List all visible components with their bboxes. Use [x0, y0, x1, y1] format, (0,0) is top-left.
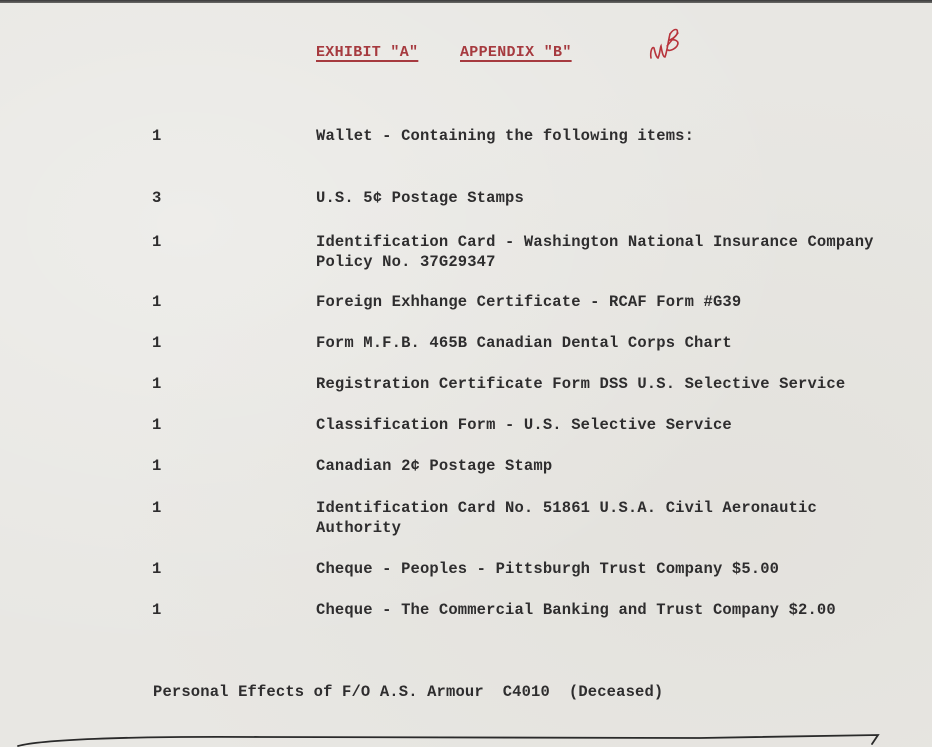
item-description: Form M.F.B. 465B Canadian Dental Corps Chart — [316, 334, 732, 352]
item-quantity: 1 — [152, 127, 162, 145]
scan-top-edge — [0, 0, 932, 3]
item-description: Identification Card No. 51861 U.S.A. Civil Aeronautic — [316, 499, 817, 517]
item-description: Cheque - Peoples - Pittsburgh Trust Company $5.00 — [316, 560, 780, 578]
handwritten-initials-icon — [648, 24, 684, 64]
item-description: Wallet - Containing the following items: — [316, 127, 695, 145]
item-quantity: 1 — [152, 375, 162, 393]
item-quantity: 1 — [152, 293, 162, 311]
exhibit-heading: EXHIBIT "A" — [316, 44, 419, 61]
item-description: Canadian 2¢ Postage Stamp — [316, 457, 553, 475]
item-quantity: 1 — [152, 416, 162, 434]
item-quantity: 1 — [152, 334, 162, 352]
item-quantity: 1 — [152, 499, 162, 517]
item-description: Identification Card - Washington National Insurance Company — [316, 233, 874, 251]
item-quantity: 1 — [152, 457, 162, 475]
item-quantity: 1 — [152, 601, 162, 619]
item-quantity: 1 — [152, 233, 162, 251]
item-description-line2: Authority — [316, 519, 402, 537]
item-description: U.S. 5¢ Postage Stamps — [316, 189, 524, 207]
item-description: Classification Form - U.S. Selective Service — [316, 416, 732, 434]
item-quantity: 3 — [152, 189, 162, 207]
personal-effects-caption: Personal Effects of F/O A.S. Armour C4010 (Deceased) — [153, 683, 664, 701]
item-description: Cheque - The Commercial Banking and Trust Company $2.00 — [316, 601, 836, 619]
item-description: Registration Certificate Form DSS U.S. Selective Service — [316, 375, 846, 393]
appendix-heading: APPENDIX "B" — [460, 44, 572, 61]
item-quantity: 1 — [152, 560, 162, 578]
item-description-line2: Policy No. 37G29347 — [316, 253, 496, 271]
item-description: Foreign Exhhange Certificate - RCAF Form #G39 — [316, 293, 742, 311]
hand-drawn-line-icon — [0, 730, 932, 747]
